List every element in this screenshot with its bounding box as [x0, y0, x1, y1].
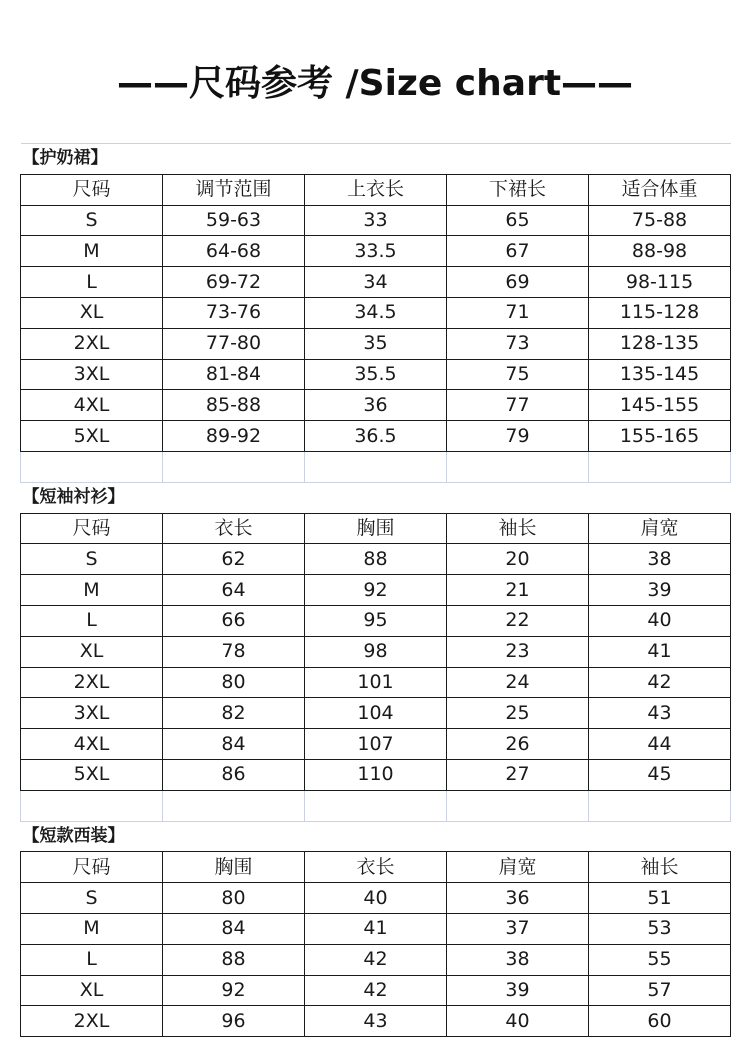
table-cell: 45: [589, 759, 731, 790]
table-cell: 66: [163, 605, 305, 636]
table-cell: 40: [447, 1006, 589, 1037]
table-cell: 36.5: [305, 421, 447, 452]
table-cell: 92: [163, 975, 305, 1006]
table-cell: 84: [163, 729, 305, 760]
table-row: [21, 729, 731, 760]
table-cell: 22: [447, 605, 589, 636]
table-row: [21, 883, 731, 914]
table-cell: 95: [305, 605, 447, 636]
table-cell: 69: [447, 267, 589, 298]
table-cell: 92: [305, 575, 447, 606]
table-cell: 85-88: [163, 390, 305, 421]
table-header-row: [21, 513, 731, 544]
table-cell: 155-165: [589, 421, 731, 452]
column-header: 胸围: [305, 513, 447, 544]
column-header: 胸围: [163, 852, 305, 883]
table-cell: 41: [589, 636, 731, 667]
size-cell: 2XL: [21, 1006, 163, 1037]
empty-cell: [305, 790, 447, 821]
table-cell: 77-80: [163, 328, 305, 359]
table-cell: 80: [163, 883, 305, 914]
table-cell: 41: [305, 913, 447, 944]
table-cell: 104: [305, 698, 447, 729]
table-cell: 40: [589, 605, 731, 636]
column-header: 衣长: [305, 852, 447, 883]
table-cell: 67: [447, 236, 589, 267]
table-cell: 35: [305, 328, 447, 359]
table-cell: 64: [163, 575, 305, 606]
table-cell: 36: [447, 883, 589, 914]
table-cell: 84: [163, 913, 305, 944]
table-row: [21, 575, 731, 606]
table-row: [21, 390, 731, 421]
column-header: 衣长: [163, 513, 305, 544]
column-header: 肩宽: [589, 513, 731, 544]
table-row: [21, 975, 731, 1006]
table-cell: 37: [447, 913, 589, 944]
empty-cell: [447, 451, 589, 482]
table-cell: 60: [589, 1006, 731, 1037]
size-cell: XL: [21, 297, 163, 328]
table-cell: 110: [305, 759, 447, 790]
size-cell: M: [21, 575, 163, 606]
table-header-row: [21, 852, 731, 883]
table-row: [21, 267, 731, 298]
table-row: [21, 359, 731, 390]
size-cell: XL: [21, 975, 163, 1006]
size-cell: L: [21, 267, 163, 298]
table-cell: 57: [589, 975, 731, 1006]
column-header: 袖长: [447, 513, 589, 544]
size-cell: 2XL: [21, 667, 163, 698]
table-cell: 75: [447, 359, 589, 390]
table-caption-row: [21, 144, 731, 175]
table-row: [21, 205, 731, 236]
empty-cell: [21, 451, 163, 482]
table-caption: 【护奶裙】: [21, 144, 731, 175]
empty-cell: [447, 790, 589, 821]
table-cell: 34: [305, 267, 447, 298]
spacer-row: [21, 790, 731, 821]
table-cell: 36: [305, 390, 447, 421]
table-cell: 101: [305, 667, 447, 698]
size-chart-sheet: [20, 143, 731, 1037]
table-cell: 43: [305, 1006, 447, 1037]
size-cell: 2XL: [21, 328, 163, 359]
table-cell: 23: [447, 636, 589, 667]
table-cell: 82: [163, 698, 305, 729]
size-cell: M: [21, 236, 163, 267]
table-cell: 62: [163, 544, 305, 575]
column-header: 上衣长: [305, 174, 447, 205]
table-cell: 98-115: [589, 267, 731, 298]
column-header: 尺码: [21, 852, 163, 883]
table-row: [21, 421, 731, 452]
table-row: [21, 605, 731, 636]
table-cell: 25: [447, 698, 589, 729]
table-cell: 39: [447, 975, 589, 1006]
page-title-text: ——尺码参考 /Size chart——: [116, 62, 634, 104]
table-row: [21, 328, 731, 359]
table-cell: 39: [589, 575, 731, 606]
table-cell: 33: [305, 205, 447, 236]
table-cell: 42: [305, 944, 447, 975]
table-cell: 69-72: [163, 267, 305, 298]
table-cell: 78: [163, 636, 305, 667]
table-cell: 42: [589, 667, 731, 698]
table-cell: 96: [163, 1006, 305, 1037]
table-caption-row: [21, 821, 731, 852]
table-cell: 33.5: [305, 236, 447, 267]
column-header: 肩宽: [447, 852, 589, 883]
empty-cell: [589, 451, 731, 482]
page-title: [0, 56, 750, 104]
table-cell: 135-145: [589, 359, 731, 390]
table-cell: 34.5: [305, 297, 447, 328]
size-cell: 5XL: [21, 759, 163, 790]
spacer-row: [21, 451, 731, 482]
size-cell: S: [21, 544, 163, 575]
table-cell: 73: [447, 328, 589, 359]
size-cell: 5XL: [21, 421, 163, 452]
table-cell: 73-76: [163, 297, 305, 328]
table-row: [21, 636, 731, 667]
table-cell: 20: [447, 544, 589, 575]
table-cell: 115-128: [589, 297, 731, 328]
table-caption-row: [21, 482, 731, 513]
table-row: [21, 544, 731, 575]
table-cell: 77: [447, 390, 589, 421]
table-cell: 107: [305, 729, 447, 760]
column-header: 尺码: [21, 513, 163, 544]
table-cell: 38: [589, 544, 731, 575]
size-cell: 4XL: [21, 390, 163, 421]
size-cell: XL: [21, 636, 163, 667]
size-cell: 3XL: [21, 698, 163, 729]
table-cell: 75-88: [589, 205, 731, 236]
table-cell: 128-135: [589, 328, 731, 359]
table-row: [21, 1006, 731, 1037]
table-cell: 53: [589, 913, 731, 944]
table-cell: 38: [447, 944, 589, 975]
table-cell: 86: [163, 759, 305, 790]
table-cell: 145-155: [589, 390, 731, 421]
table-cell: 88-98: [589, 236, 731, 267]
table-cell: 79: [447, 421, 589, 452]
table-row: [21, 913, 731, 944]
column-header: 下裙长: [447, 174, 589, 205]
table-cell: 24: [447, 667, 589, 698]
empty-cell: [589, 790, 731, 821]
table-caption: 【短款西装】: [21, 821, 731, 852]
table-cell: 51: [589, 883, 731, 914]
empty-cell: [21, 790, 163, 821]
table-cell: 59-63: [163, 205, 305, 236]
table-cell: 43: [589, 698, 731, 729]
table-cell: 71: [447, 297, 589, 328]
table-row: [21, 944, 731, 975]
empty-cell: [305, 451, 447, 482]
size-cell: 4XL: [21, 729, 163, 760]
table-cell: 81-84: [163, 359, 305, 390]
size-cell: L: [21, 605, 163, 636]
table-cell: 88: [163, 944, 305, 975]
table-cell: 80: [163, 667, 305, 698]
table-cell: 21: [447, 575, 589, 606]
column-header: 调节范围: [163, 174, 305, 205]
column-header: 适合体重: [589, 174, 731, 205]
table-row: [21, 698, 731, 729]
size-cell: S: [21, 205, 163, 236]
table-header-row: [21, 174, 731, 205]
column-header: 尺码: [21, 174, 163, 205]
table-cell: 26: [447, 729, 589, 760]
table-row: [21, 297, 731, 328]
table-cell: 42: [305, 975, 447, 1006]
size-chart-body: [21, 144, 731, 1037]
table-row: [21, 759, 731, 790]
table-cell: 89-92: [163, 421, 305, 452]
table-cell: 98: [305, 636, 447, 667]
table-cell: 88: [305, 544, 447, 575]
column-header: 袖长: [589, 852, 731, 883]
table-cell: 27: [447, 759, 589, 790]
table-row: [21, 236, 731, 267]
table-cell: 44: [589, 729, 731, 760]
table-cell: 65: [447, 205, 589, 236]
empty-cell: [163, 790, 305, 821]
empty-cell: [163, 451, 305, 482]
size-cell: M: [21, 913, 163, 944]
table-caption: 【短袖衬衫】: [21, 482, 731, 513]
size-cell: S: [21, 883, 163, 914]
table-row: [21, 667, 731, 698]
table-cell: 55: [589, 944, 731, 975]
table-cell: 64-68: [163, 236, 305, 267]
table-cell: 35.5: [305, 359, 447, 390]
size-cell: L: [21, 944, 163, 975]
size-cell: 3XL: [21, 359, 163, 390]
table-cell: 40: [305, 883, 447, 914]
